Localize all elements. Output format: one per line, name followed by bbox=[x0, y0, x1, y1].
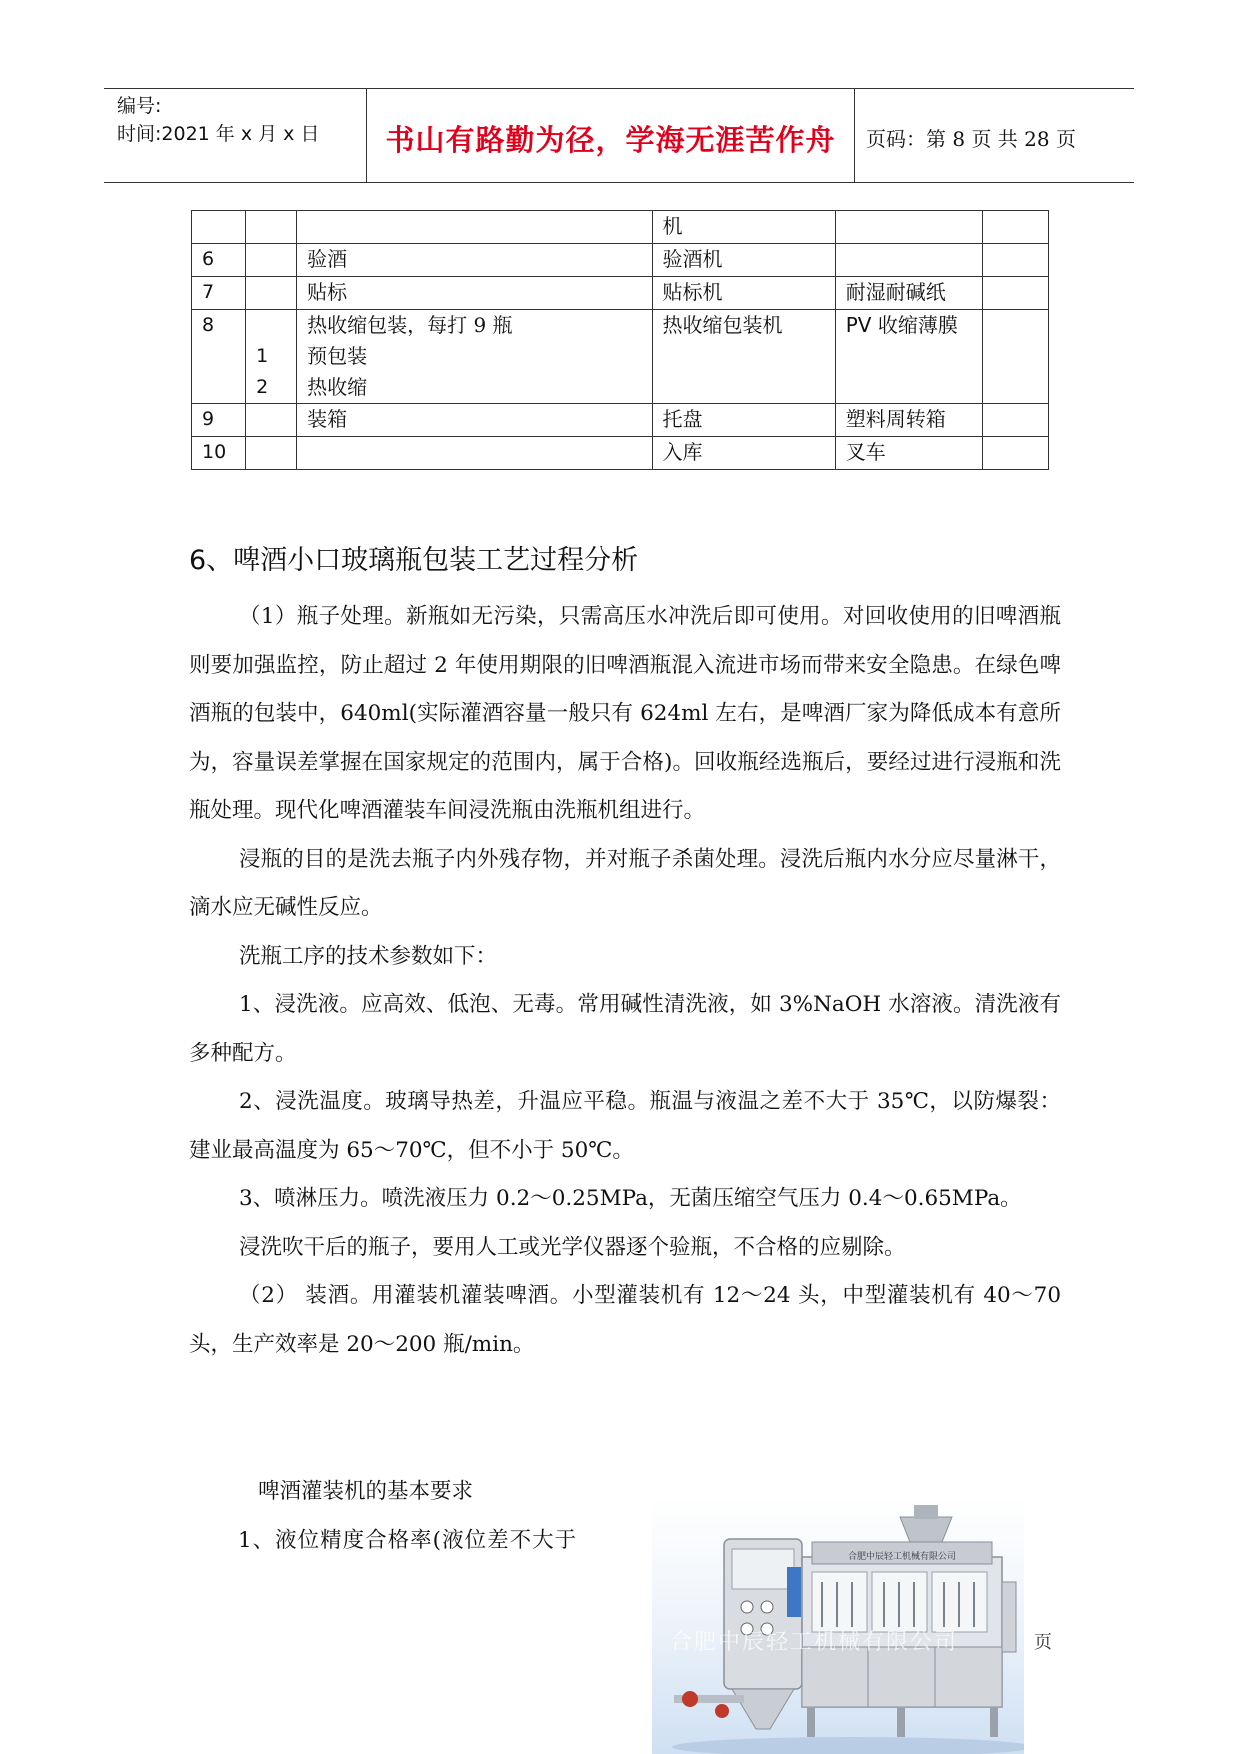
table-cell: 10 bbox=[192, 437, 246, 470]
requirement-item-1: 1、液位精度合格率(液位差不大于 bbox=[238, 1528, 578, 1553]
table-cell bbox=[982, 437, 1048, 470]
table-cell bbox=[297, 211, 652, 244]
table-cell: 6 bbox=[192, 244, 246, 277]
table-row bbox=[192, 244, 1049, 277]
document-time-label: 时间:2021 年 x 月 x 日 bbox=[117, 123, 320, 145]
table-cell: 8 bbox=[192, 310, 246, 404]
paragraph-parameters-intro: 洗瓶工序的技术参数如下： bbox=[239, 943, 498, 969]
table-cell bbox=[982, 404, 1048, 437]
table-row bbox=[192, 277, 1049, 310]
table-cell: PV 收缩薄膜 bbox=[835, 310, 982, 404]
table-cell: 塑料周转箱 bbox=[835, 404, 982, 437]
table-cell bbox=[246, 404, 297, 437]
machine-nameplate: 合肥中辰轻工机械有限公司 bbox=[847, 1552, 957, 1562]
table-cell bbox=[835, 244, 982, 277]
table-cell bbox=[246, 437, 297, 470]
paragraph-param-liquid: 1、浸洗液。应高效、低泡、无毒。常用碱性清洗液，如 3%NaOH 水溶液。清洗液有多种配方。 bbox=[189, 992, 1061, 1066]
table-cell: 验酒机 bbox=[652, 244, 835, 277]
page-suffix-label: 页 bbox=[1034, 1632, 1052, 1653]
header-bottom-rule bbox=[104, 182, 1134, 183]
header-divider-right bbox=[854, 88, 855, 183]
page-number-label: 页码：第 8 页 共 28 页 bbox=[866, 127, 1076, 151]
filling-machine-photo bbox=[652, 1497, 1024, 1754]
table-cell: 热收缩包装机 bbox=[652, 310, 835, 404]
table-cell: 1 2 bbox=[246, 310, 297, 404]
table-cell bbox=[982, 211, 1048, 244]
process-table bbox=[191, 210, 1049, 470]
table-row bbox=[192, 437, 1049, 470]
table-cell bbox=[982, 244, 1048, 277]
header-divider-left bbox=[366, 88, 367, 183]
table-cell bbox=[835, 211, 982, 244]
photo-watermark-caption: 合肥中辰轻工机械有限公司 bbox=[670, 1630, 959, 1655]
table-cell: 装箱 bbox=[297, 404, 652, 437]
table-cell: 入库 bbox=[652, 437, 835, 470]
table-row bbox=[192, 404, 1049, 437]
table-cell: 耐湿耐碱纸 bbox=[835, 277, 982, 310]
header-top-rule bbox=[104, 88, 1134, 89]
table-cell: 托盘 bbox=[652, 404, 835, 437]
section-body bbox=[189, 593, 1061, 1369]
table-cell bbox=[246, 244, 297, 277]
table-cell: 贴标 bbox=[297, 277, 652, 310]
paragraph-inspection: 浸洗吹干后的瓶子，要用人工或光学仪器逐个验瓶，不合格的应剔除。 bbox=[239, 1234, 906, 1260]
header-motto: 书山有路勤为径，学海无涯苦作舟 bbox=[385, 123, 836, 157]
table-cell bbox=[246, 277, 297, 310]
table-cell bbox=[297, 437, 652, 470]
table-cell: 7 bbox=[192, 277, 246, 310]
header-meta bbox=[117, 92, 319, 148]
table-row bbox=[192, 211, 1049, 244]
table-cell: 热收缩包装，每打 9 瓶 预包装 热收缩 bbox=[297, 310, 652, 404]
table-cell bbox=[192, 211, 246, 244]
table-cell: 贴标机 bbox=[652, 277, 835, 310]
table-cell bbox=[982, 310, 1048, 404]
table-cell: 验酒 bbox=[297, 244, 652, 277]
table-row bbox=[192, 310, 1049, 404]
table-cell: 机 bbox=[652, 211, 835, 244]
table-cell bbox=[982, 277, 1048, 310]
paragraph-param-temperature: 2、浸洗温度。玻璃导热差，升温应平稳。瓶温与液温之差不大于 35℃，以防爆裂：建业最高温度为 65～70℃，但不小于 50℃。 bbox=[189, 1089, 1061, 1163]
document-number-label: 编号: bbox=[117, 95, 162, 117]
requirements-title: 啤酒灌装机的基本要求 bbox=[258, 1479, 474, 1504]
table-cell: 叉车 bbox=[835, 437, 982, 470]
table-cell bbox=[246, 211, 297, 244]
paragraph-param-pressure: 3、喷淋压力。喷洗液压力 0.2～0.25MPa，无菌压缩空气压力 0.4～0.65MPa。 bbox=[239, 1186, 1022, 1211]
section-title: 6、啤酒小口玻璃瓶包装工艺过程分析 bbox=[189, 545, 639, 576]
paragraph-bottle-treatment: （1）瓶子处理。新瓶如无污染，只需高压水冲洗后即可使用。对回收使用的旧啤酒瓶则要加强监控，防止超过 2 年使用期限的旧啤酒瓶混入流进市场而带来安全隐患。在绿色啤酒瓶的包装中，640ml(实际灌酒容量一般只有 624ml 左右，是啤酒厂家为降低成本有意所为，容量误差掌握在国家规定的范围内，属于合格)。回收瓶经选瓶后，要经过进行浸瓶和洗瓶处理。现代化啤酒灌装车间浸洗瓶由洗瓶机组进行。 bbox=[189, 604, 1061, 823]
paragraph-soaking-purpose: 浸瓶的目的是洗去瓶子内外残存物，并对瓶子杀菌处理。浸洗后瓶内水分应尽量淋干，滴水应无碱性反应。 bbox=[189, 846, 1061, 920]
table-cell: 9 bbox=[192, 404, 246, 437]
paragraph-filling: （2） 装酒。用灌装机灌装啤酒。小型灌装机有 12～24 头，中型灌装机有 40～70 头，生产效率是 20～200 瓶/min。 bbox=[189, 1283, 1061, 1357]
